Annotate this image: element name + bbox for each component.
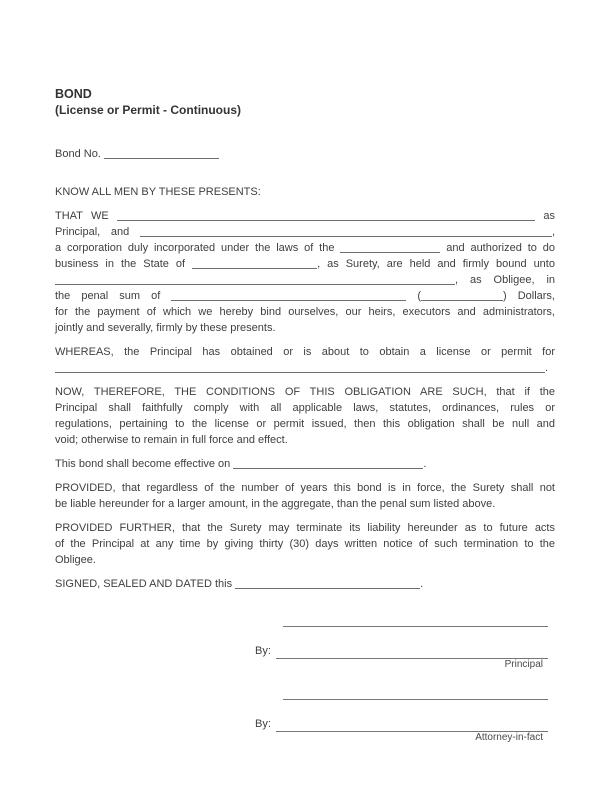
blank-field[interactable]: [235, 577, 420, 589]
attorney-signature-block: [255, 683, 555, 744]
document-title: BOND: [55, 87, 92, 101]
form-line: a corporation duly incorporated under the laws of the and authorized to do: [55, 242, 555, 254]
attorney-signature-field[interactable]: [276, 717, 548, 732]
signed-sealed-dated-line: [55, 576, 555, 592]
form-line: Bond No.: [55, 146, 555, 162]
form-line: regulations, pertaining to the license or permit issued, then this obligation shall be null and: [55, 418, 555, 430]
provided-paragraph: [55, 480, 555, 512]
attorney-name-line[interactable]: [283, 683, 548, 700]
form-line: KNOW ALL MEN BY THESE PRESENTS:: [55, 186, 261, 198]
form-line: WHEREAS, the Principal has obtained or is about to obtain a license or permit for: [55, 346, 555, 358]
form-line: , as Obligee, in: [55, 272, 555, 288]
blank-field[interactable]: [55, 361, 545, 373]
form-line: jointly and severally, firmly by these presents.: [55, 322, 276, 334]
by-label: By:: [255, 718, 271, 730]
form-line: for the payment of which we hereby bind ourselves, our heirs, executors and administrators,: [55, 306, 555, 318]
blank-field[interactable]: [421, 289, 503, 301]
blank-field[interactable]: [233, 457, 423, 469]
form-line: THAT WE as: [55, 210, 555, 222]
form-line: PROVIDED, that regardless of the number of years this bond is in force, the Surety shall not: [55, 482, 555, 494]
form-line: NOW, THEREFORE, THE CONDITIONS OF THIS OBLIGATION ARE SUCH, that if the: [55, 386, 555, 398]
blank-field[interactable]: [192, 257, 317, 269]
principal-signature-block: [255, 610, 555, 671]
presents-heading-section: [55, 184, 555, 200]
attorney-role-label: Attorney-in-fact: [475, 732, 543, 743]
principal-name-line[interactable]: [283, 610, 548, 627]
principal-by-row: [255, 643, 555, 659]
whereas-paragraph: [55, 344, 555, 376]
conditions-paragraph: [55, 384, 555, 448]
bond-number-section: [55, 146, 555, 162]
attorney-by-row: [255, 716, 555, 732]
form-line: Principal, and ,: [55, 226, 555, 238]
form-line: the penal sum of ( ) Dollars,: [55, 290, 555, 302]
blank-field[interactable]: [104, 147, 219, 159]
form-line: void; otherwise to remain in full force and effect.: [55, 434, 288, 446]
blank-field[interactable]: [117, 209, 535, 221]
principal-role-label: Principal: [504, 659, 543, 670]
blank-field[interactable]: [140, 225, 552, 237]
form-line: PROVIDED FURTHER, that the Surety may terminate its liability hereunder as to future acts: [55, 522, 555, 534]
provided-further-paragraph: [55, 520, 555, 568]
form-line: be liable hereunder for a larger amount, in the aggregate, than the penal sum listed above.: [55, 498, 496, 510]
form-line: This bond shall become effective on .: [55, 458, 427, 470]
form-line: of the Principal at any time by giving thirty (30) days written notice of such termination to the: [55, 538, 555, 550]
form-line: SIGNED, SEALED AND DATED this .: [55, 578, 424, 590]
form-line: Principal shall faithfully comply with all applicable laws, statutes, ordinances, rules or: [55, 402, 555, 414]
by-label: By:: [255, 645, 271, 657]
form-line: .: [55, 360, 555, 376]
blank-field[interactable]: [171, 289, 406, 301]
document-subtitle: (License or Permit - Continuous): [55, 103, 242, 117]
form-line: business in the State of , as Surety, are held and firmly bound unto: [55, 258, 555, 270]
blank-field[interactable]: [55, 273, 455, 285]
principal-signature-field[interactable]: [276, 644, 548, 659]
obligation-paragraph: [55, 208, 555, 336]
effective-date-line: [55, 456, 555, 472]
form-line: Obligee.: [55, 554, 96, 566]
blank-field[interactable]: [340, 241, 440, 253]
